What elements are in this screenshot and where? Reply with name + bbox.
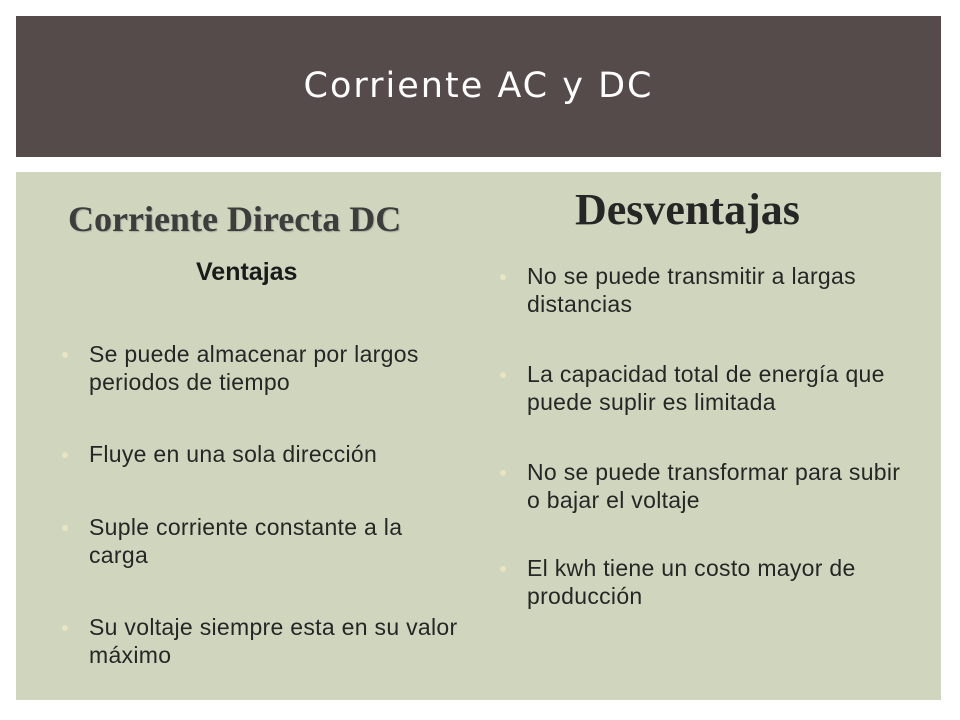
bullet-icon — [500, 470, 506, 476]
bullet-icon — [500, 372, 506, 378]
disadvantages-list — [497, 262, 917, 610]
bullet-icon — [62, 625, 68, 631]
bullet-icon — [500, 566, 506, 572]
list-item-text: Fluye en una sola dirección — [89, 441, 378, 467]
list-item-text: No se puede transmitir a largas distancias — [527, 263, 856, 317]
list-item — [59, 513, 459, 569]
list-item-text: Se puede almacenar por largos periodos de tiempo — [89, 341, 419, 395]
bullet-icon — [500, 274, 506, 280]
list-item — [59, 440, 459, 468]
list-item — [497, 458, 917, 514]
list-item — [59, 613, 459, 669]
slide-title: Corriente AC y DC — [303, 65, 654, 106]
left-column-heading: Corriente Directa DC — [68, 199, 402, 239]
list-item-text: No se puede transformar para subir o bajar el voltaje — [527, 459, 901, 513]
list-item — [497, 554, 917, 610]
list-item — [59, 340, 459, 396]
list-item-text: Suple corriente constante a la carga — [89, 514, 403, 568]
right-column-heading: Desventajas — [575, 185, 800, 234]
list-item-text: Su voltaje siempre esta en su valor máximo — [89, 614, 458, 668]
list-item-text: La capacidad total de energía que puede suplir es limitada — [527, 361, 885, 415]
list-item-text: El kwh tiene un costo mayor de producción — [527, 555, 856, 609]
title-bar — [16, 16, 941, 157]
advantages-subheading: Ventajas — [196, 258, 298, 286]
bullet-icon — [62, 525, 68, 531]
bullet-icon — [62, 352, 68, 358]
bullet-icon — [62, 452, 68, 458]
list-item — [497, 360, 917, 416]
list-item — [497, 262, 917, 318]
advantages-list — [59, 340, 459, 669]
